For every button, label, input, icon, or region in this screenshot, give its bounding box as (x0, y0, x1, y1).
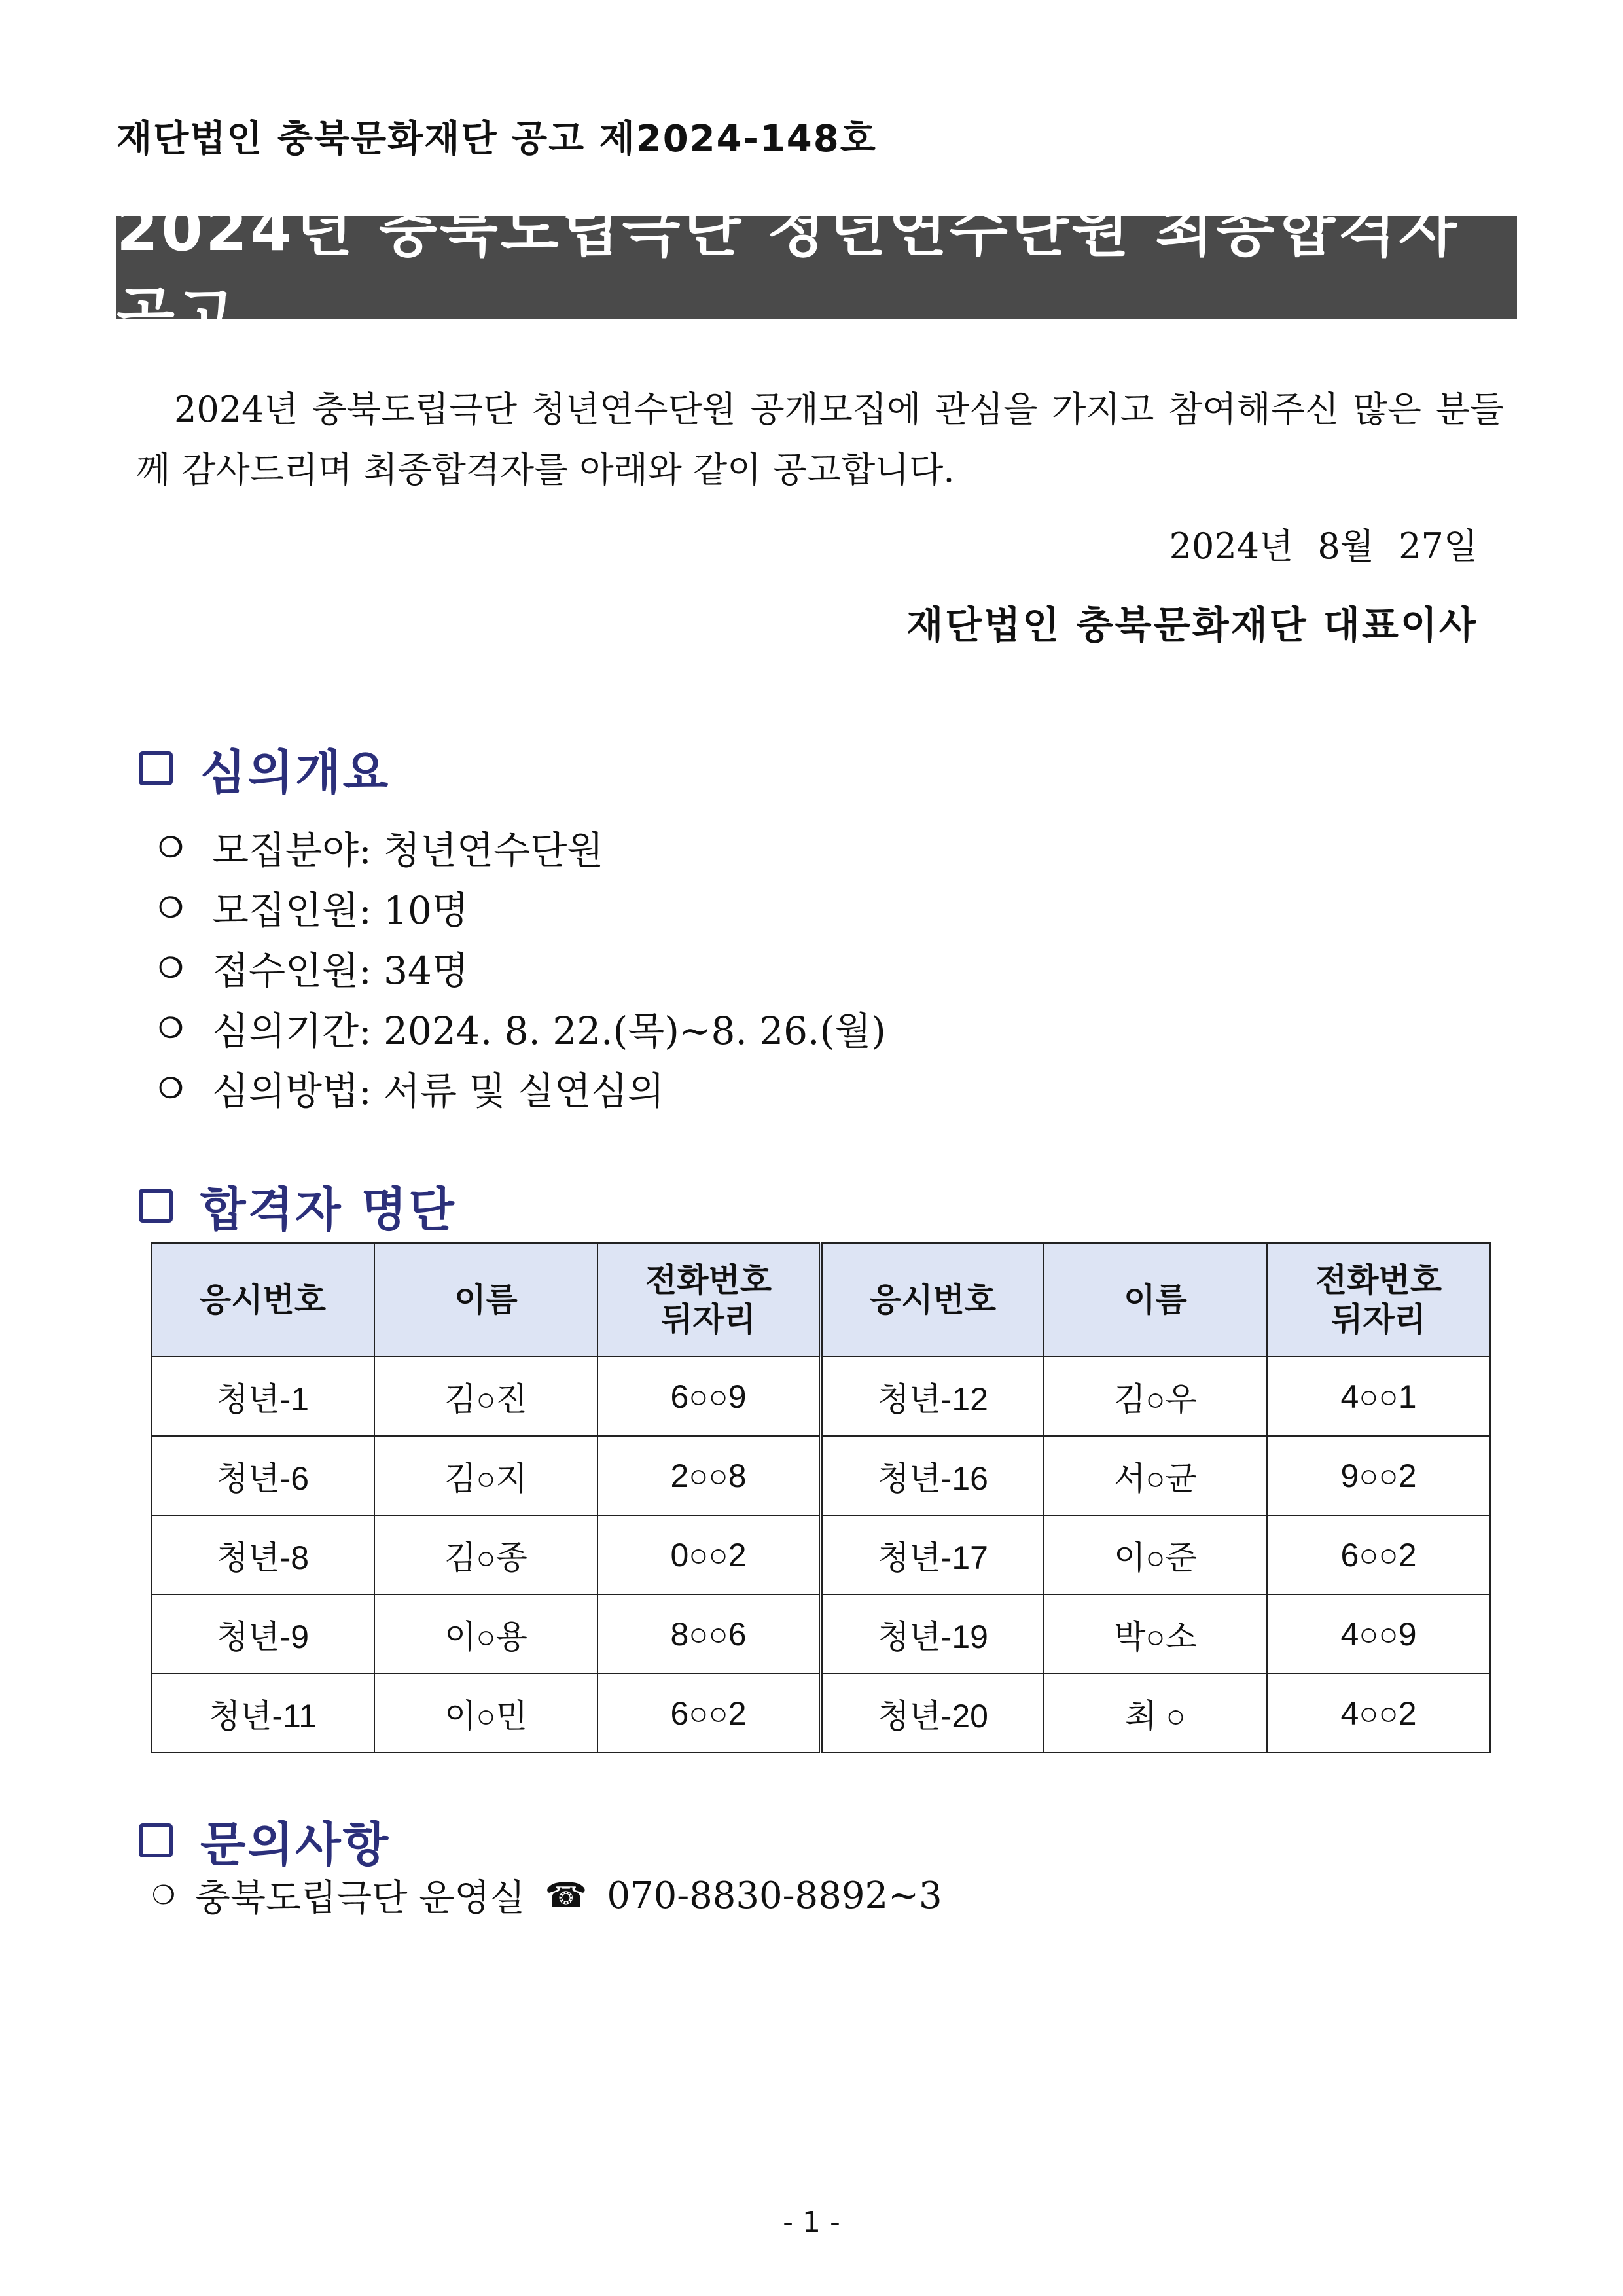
results-table (151, 1242, 1491, 1753)
square-box-icon (139, 1189, 173, 1223)
telephone-icon: ☎ (544, 1876, 588, 1915)
circle-bullet-icon: ❍ (152, 1880, 175, 1910)
table-cell: 청년-9 (151, 1594, 374, 1674)
table-cell: 서○균 (1044, 1436, 1267, 1515)
table-cell: 이○용 (374, 1594, 597, 1674)
table-cell: 6○○2 (597, 1674, 821, 1753)
overview-list (154, 817, 886, 1118)
table-cell: 6○○2 (1267, 1515, 1490, 1594)
table-cell: 2○○8 (597, 1436, 821, 1515)
table-cell: 8○○6 (597, 1594, 821, 1674)
table-cell: 김○종 (374, 1515, 597, 1594)
document-title (116, 194, 1517, 351)
table-cell: 김○지 (374, 1436, 597, 1515)
table-row (151, 1515, 1490, 1594)
notice-date: 2024년 8월 27일 (1169, 526, 1478, 567)
section-heading-text: 합격자 명단 (200, 1182, 456, 1237)
overview-item-text: 모집인원: 10명 (212, 888, 469, 933)
issuer: 재단법인 충북문화재단 대표이사 (906, 603, 1478, 647)
column-header-applicant-no: 응시번호 (821, 1243, 1044, 1357)
table-row (151, 1674, 1490, 1753)
table-cell: 청년-12 (821, 1357, 1044, 1436)
list-item (154, 1058, 886, 1118)
section-heading-contact (139, 1806, 390, 1874)
table-cell: 4○○2 (1267, 1674, 1490, 1753)
contact-department: 충북도립극단 운영실 (194, 1877, 526, 1920)
overview-item-text: 심의방법: 서류 및 실연심의 (212, 1069, 665, 1113)
column-header-phone: 전화번호 뒤자리 (597, 1243, 821, 1357)
square-box-icon (139, 751, 173, 785)
table-cell: 청년-17 (821, 1515, 1044, 1594)
intro-paragraph: 2024년 충북도립극단 청년연수단원 공개모집에 관심을 가지고 참여해주신 많은 분들께 감사드리며 최종합격자를 아래와 같이 공고합니다. (136, 389, 1504, 490)
table-cell: 최 ○ (1044, 1674, 1267, 1753)
table-header-row (151, 1243, 1490, 1357)
contact-line (152, 1869, 942, 1922)
table-cell: 청년-6 (151, 1436, 374, 1515)
section-heading-text: 문의사항 (200, 1817, 391, 1872)
notice-number: 재단법인 충북문화재단 공고 제2024-148호 (116, 118, 877, 160)
table-cell: 청년-19 (821, 1594, 1044, 1674)
square-box-icon (139, 1823, 173, 1857)
contact-phone: 070-8830-8892~3 (607, 1874, 942, 1917)
table-row (151, 1436, 1490, 1515)
circle-bullet-icon: ❍ (158, 891, 183, 924)
overview-item-text: 접수인원: 34명 (212, 948, 469, 993)
circle-bullet-icon: ❍ (158, 1071, 183, 1104)
table-cell: 김○진 (374, 1357, 597, 1436)
column-header-name: 이름 (1044, 1243, 1267, 1357)
table-cell: 청년-1 (151, 1357, 374, 1436)
circle-bullet-icon: ❍ (158, 1011, 183, 1044)
list-item (154, 997, 886, 1058)
circle-bullet-icon: ❍ (158, 951, 183, 984)
table-cell: 청년-11 (151, 1674, 374, 1753)
table-cell: 0○○2 (597, 1515, 821, 1594)
document-title-text: 2024년 충북도립극단 청년연수단원 최종합격자 공고 (116, 194, 1459, 351)
table-cell: 4○○1 (1267, 1357, 1490, 1436)
list-item (154, 817, 886, 877)
table-cell: 6○○9 (597, 1357, 821, 1436)
table-cell: 청년-8 (151, 1515, 374, 1594)
table-cell: 4○○9 (1267, 1594, 1490, 1674)
list-item (154, 937, 886, 997)
table-cell: 청년-16 (821, 1436, 1044, 1515)
table-cell: 이○준 (1044, 1515, 1267, 1594)
table-row (151, 1594, 1490, 1674)
section-heading-results (139, 1172, 456, 1240)
table-cell: 이○민 (374, 1674, 597, 1753)
table-cell: 9○○2 (1267, 1436, 1490, 1515)
table-row (151, 1357, 1490, 1436)
overview-item-text: 심의기간: 2024. 8. 22.(목)~8. 26.(월) (212, 1009, 886, 1053)
section-heading-overview (139, 734, 390, 802)
table-cell: 김○우 (1044, 1357, 1267, 1436)
column-header-applicant-no: 응시번호 (151, 1243, 374, 1357)
table-cell: 박○소 (1044, 1594, 1267, 1674)
overview-item-text: 모집분야: 청년연수단원 (212, 828, 604, 872)
column-header-phone: 전화번호 뒤자리 (1267, 1243, 1490, 1357)
table-cell: 청년-20 (821, 1674, 1044, 1753)
circle-bullet-icon: ❍ (158, 831, 183, 863)
column-header-name: 이름 (374, 1243, 597, 1357)
section-heading-text: 심의개요 (200, 745, 391, 800)
page-number: - 1 - (783, 2206, 840, 2239)
list-item (154, 877, 886, 937)
